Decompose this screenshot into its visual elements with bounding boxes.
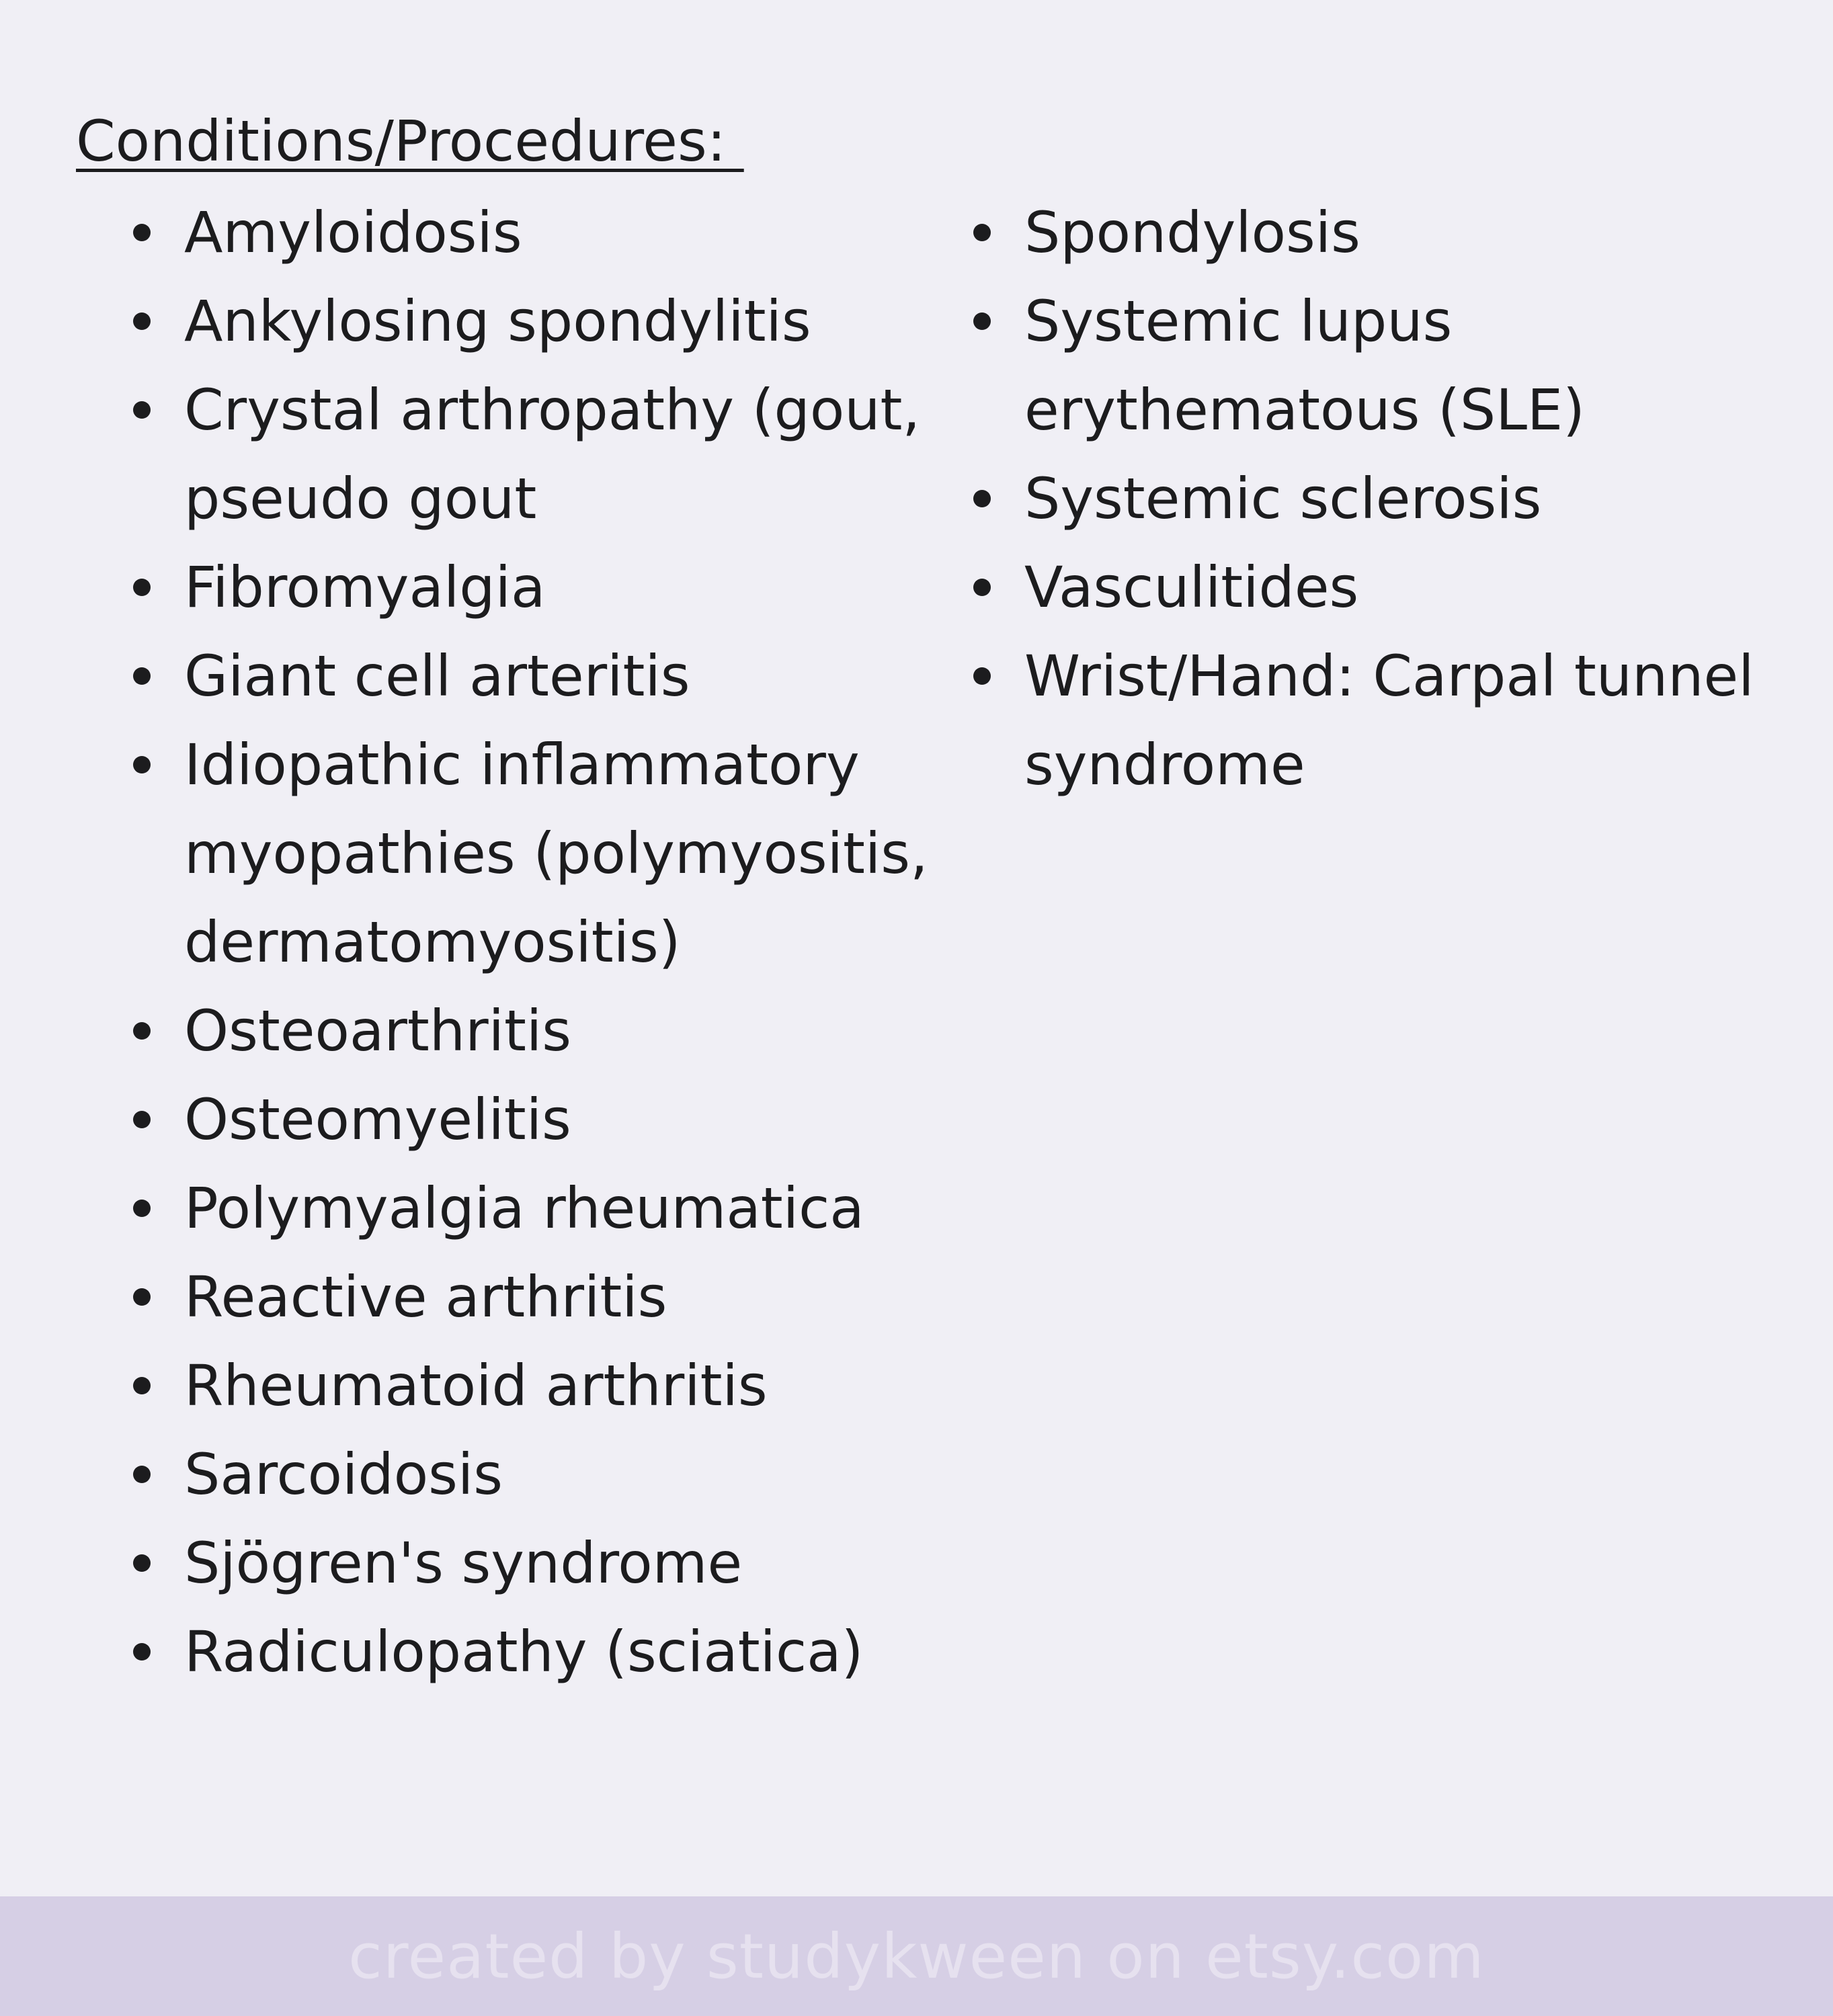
conditions-list-left (184, 188, 964, 1696)
bullet-icon (133, 1200, 151, 1217)
list-item-text: Giant cell arteritis (184, 643, 690, 709)
list-item (184, 720, 964, 986)
list-item-text: Sjögren's syndrome (184, 1530, 743, 1596)
bullet-icon (133, 1022, 151, 1040)
list-item-text: Radiculopathy (sciatica) (184, 1619, 864, 1685)
list-item-text: Wrist/Hand: Carpal tunnel syndrome (1024, 643, 1754, 798)
bullet-icon (133, 579, 151, 596)
list-item (1024, 543, 1764, 632)
bullet-icon (973, 312, 991, 330)
bullet-icon (133, 401, 151, 419)
bullet-icon (133, 667, 151, 685)
list-item-text: Idiopathic inflammatory myopathies (polymyositis, dermatomyositis) (184, 732, 928, 975)
list-item (184, 366, 964, 543)
bullet-icon (133, 224, 151, 241)
list-item (1024, 188, 1764, 277)
bullet-icon (133, 1377, 151, 1394)
list-item (184, 1430, 964, 1519)
bullet-icon (133, 312, 151, 330)
list-item-text: Systemic sclerosis (1024, 466, 1542, 532)
list-item (184, 1075, 964, 1164)
list-item (184, 1341, 964, 1430)
footer-credit: created by studykween on etsy.com (348, 1920, 1485, 1992)
list-item-text: Vasculitides (1024, 554, 1359, 620)
list-item-text: Fibromyalgia (184, 554, 546, 620)
list-item (1024, 277, 1764, 454)
list-item-text: Systemic lupus erythematous (SLE) (1024, 288, 1585, 443)
section-heading: Conditions/Procedures: (76, 108, 744, 174)
bullet-icon (973, 490, 991, 507)
bullet-icon (133, 1288, 151, 1306)
list-item-text: Osteomyelitis (184, 1087, 571, 1152)
list-item-text: Reactive arthritis (184, 1264, 667, 1330)
list-item (184, 188, 964, 277)
bullet-icon (133, 1466, 151, 1483)
bullet-icon (973, 579, 991, 596)
bullet-icon (133, 1111, 151, 1128)
list-item (184, 277, 964, 366)
bullet-icon (973, 667, 991, 685)
list-item (1024, 632, 1764, 809)
bullet-icon (133, 1554, 151, 1572)
list-item-text: Sarcoidosis (184, 1441, 503, 1507)
list-item (1024, 454, 1764, 543)
footer-banner (0, 1896, 1833, 2016)
list-item-text: Rheumatoid arthritis (184, 1353, 768, 1419)
list-item-text: Spondylosis (1024, 200, 1360, 265)
bullet-icon (973, 224, 991, 241)
list-item (184, 1519, 964, 1607)
list-item-text: Amyloidosis (184, 200, 522, 265)
list-item (184, 1253, 964, 1341)
list-item-text: Crystal arthropathy (gout, pseudo gout (184, 377, 921, 532)
list-item (184, 543, 964, 632)
list-item-text: Polymyalgia rheumatica (184, 1175, 864, 1241)
list-item (184, 986, 964, 1075)
conditions-list-right (1024, 188, 1764, 809)
list-item (184, 1164, 964, 1253)
list-item-text: Osteoarthritis (184, 998, 571, 1064)
list-item-text: Ankylosing spondylitis (184, 288, 811, 354)
bullet-icon (133, 1643, 151, 1661)
bullet-icon (133, 756, 151, 773)
list-item (184, 1607, 964, 1696)
list-item (184, 632, 964, 720)
